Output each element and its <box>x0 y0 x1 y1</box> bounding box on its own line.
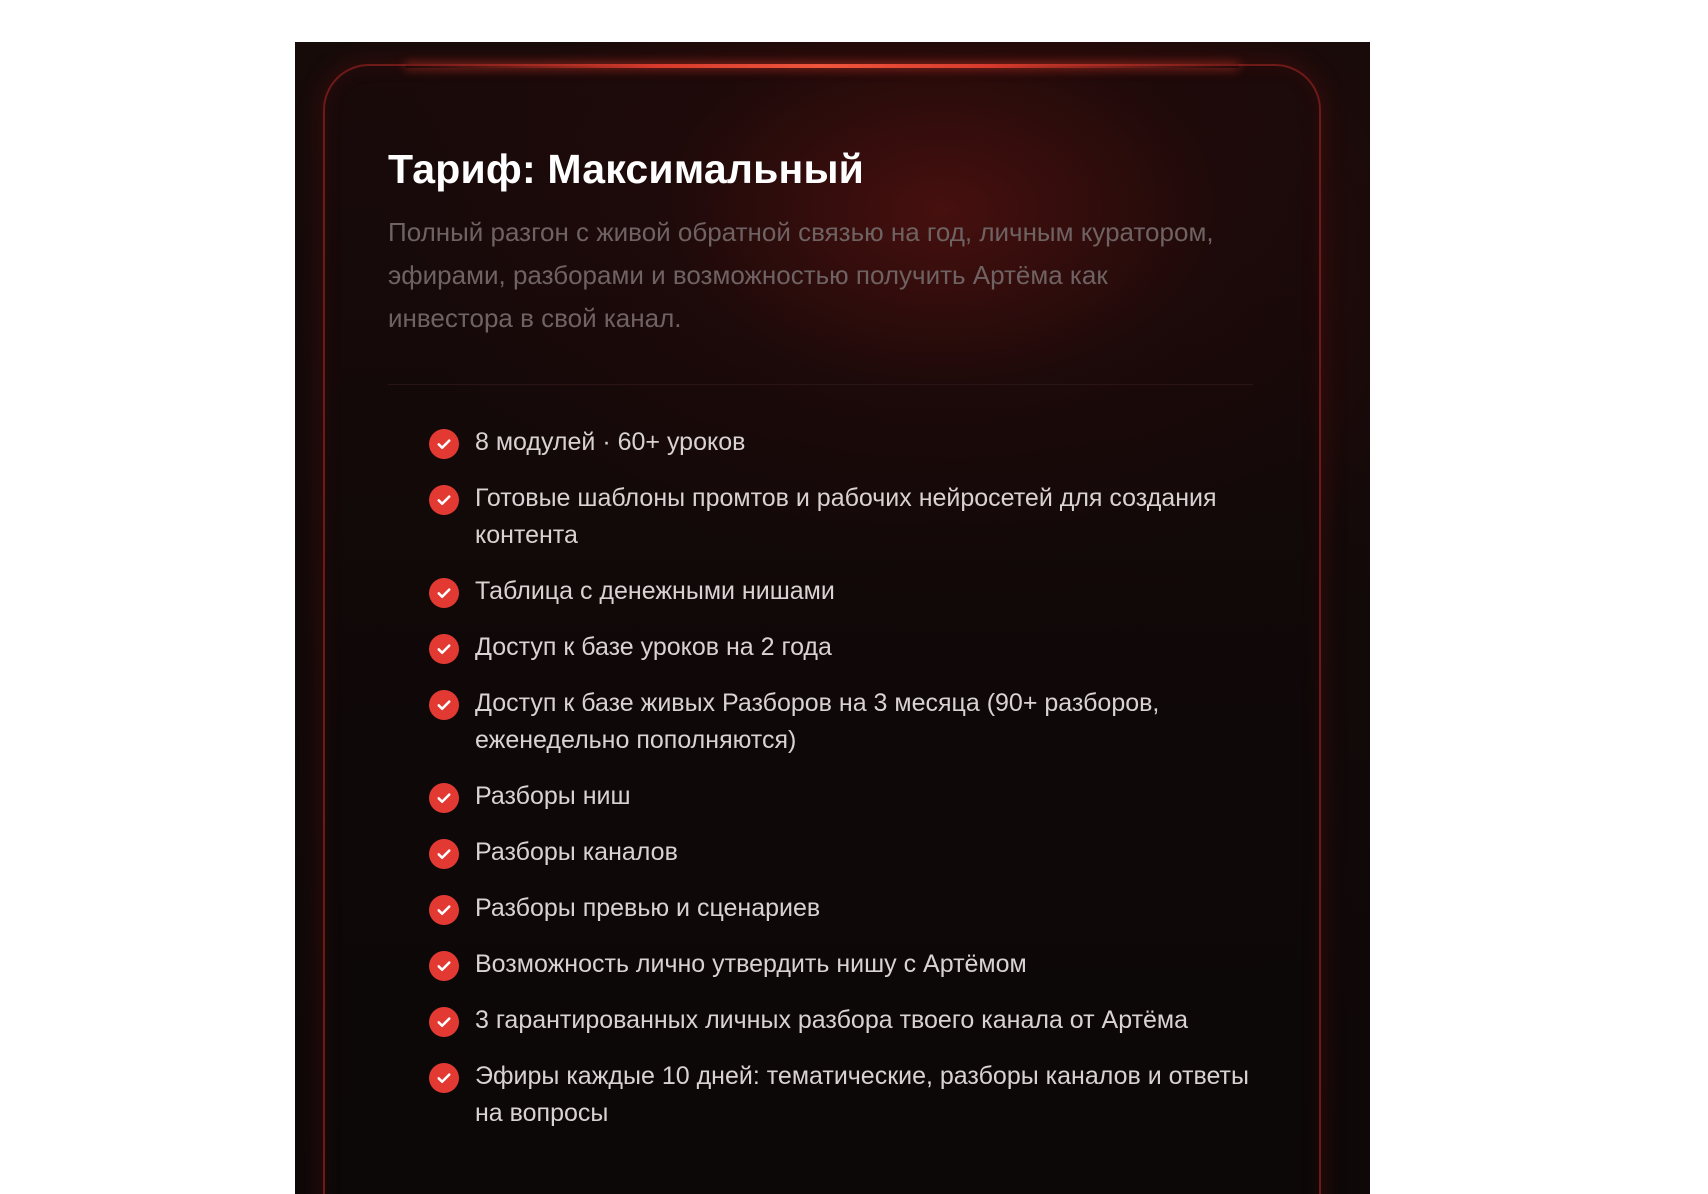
check-circle-icon <box>429 690 459 720</box>
feature-item <box>429 834 1259 871</box>
feature-item <box>429 685 1259 759</box>
feature-item <box>429 946 1259 983</box>
pricing-section <box>295 42 1370 1194</box>
check-circle-icon <box>429 1007 459 1037</box>
feature-text: Доступ к базе живых Разборов на 3 месяца (90+ разборов, еженедельно пополняются) <box>475 689 1160 754</box>
feature-text: Доступ к базе уроков на 2 года <box>475 633 832 661</box>
feature-text: 3 гарантированных личных разбора твоего канала от Артёма <box>475 1006 1189 1034</box>
feature-text: Разборы превью и сценариев <box>475 894 821 922</box>
check-circle-icon <box>429 429 459 459</box>
check-circle-icon <box>429 895 459 925</box>
divider <box>388 384 1253 385</box>
feature-item <box>429 778 1259 815</box>
feature-list <box>429 424 1259 1151</box>
card-glow-line <box>405 64 1239 68</box>
check-circle-icon <box>429 839 459 869</box>
check-circle-icon <box>429 783 459 813</box>
feature-item <box>429 1002 1259 1039</box>
check-circle-icon <box>429 578 459 608</box>
feature-item <box>429 573 1259 610</box>
feature-item <box>429 629 1259 666</box>
feature-text: Готовые шаблоны промтов и рабочих нейросетей для создания контента <box>475 484 1217 549</box>
plan-description: Полный разгон с живой обратной связью на год, личным куратором, эфирами, разборами и возможностью получить Артёма как инвестора в свой канал. <box>388 217 1214 333</box>
feature-text: Возможность лично утвердить нишу с Артёмом <box>475 950 1027 978</box>
check-circle-icon <box>429 634 459 664</box>
check-circle-icon <box>429 485 459 515</box>
feature-item <box>429 890 1259 927</box>
feature-text: Эфиры каждые 10 дней: тематические, разборы каналов и ответы на вопросы <box>475 1062 1249 1127</box>
feature-text: Таблица с денежными нишами <box>475 577 835 605</box>
feature-text: Разборы каналов <box>475 838 678 866</box>
feature-text: 8 модулей · 60+ уроков <box>475 428 746 456</box>
check-circle-icon <box>429 951 459 981</box>
feature-item <box>429 1058 1259 1132</box>
pricing-card <box>323 64 1321 1194</box>
plan-title: Тариф: Максимальный <box>388 146 865 192</box>
feature-text: Разборы ниш <box>475 782 631 810</box>
feature-item <box>429 480 1259 554</box>
feature-item <box>429 424 1259 461</box>
check-circle-icon <box>429 1063 459 1093</box>
